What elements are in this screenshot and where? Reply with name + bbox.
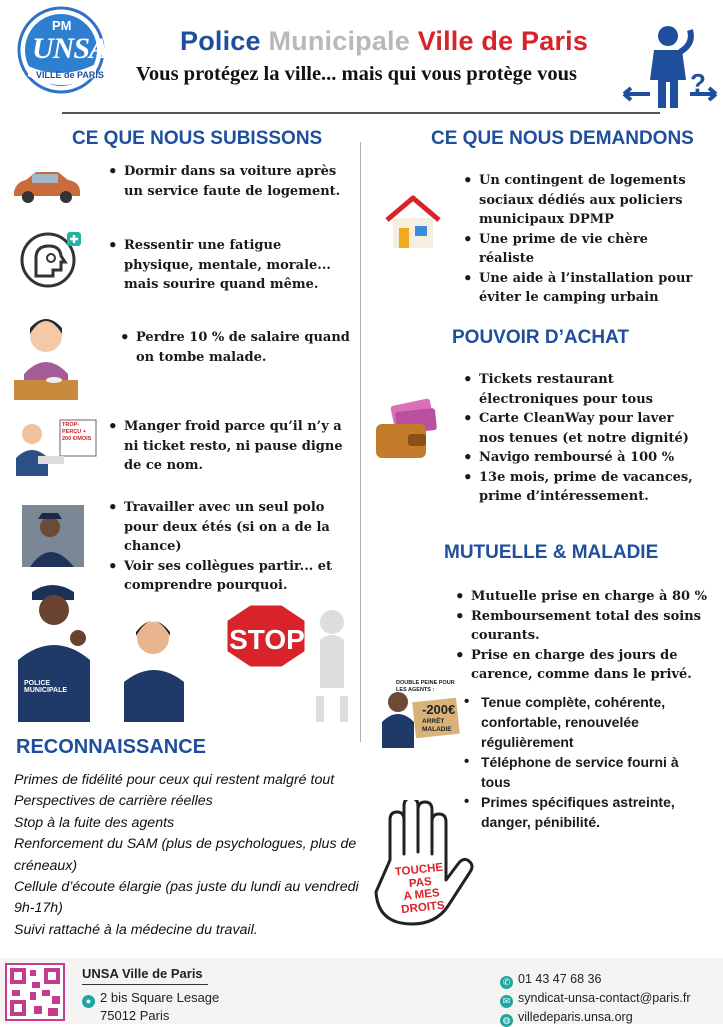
footer-contacts — [500, 970, 690, 1027]
suffer-item-4: • Manger froid parce qu’il n’y a ni ticket resto, ni pause digne de ce nom. — [108, 417, 353, 476]
location-pin-icon: ● — [82, 995, 95, 1008]
equipment-list: • Tenue complète, cohérente, confortable, renouvelée régulièrement • Téléphone de service fourni à tous • Primes spécifiques astreinte, danger, pénibilité. — [464, 692, 704, 832]
wallet-icon — [372, 398, 444, 466]
sick-leave-penalty-icon — [380, 678, 460, 748]
stressed-officers-illustration — [6, 578, 356, 722]
footer-web[interactable]: villedeparis.unsa.org — [518, 1010, 633, 1024]
footer-email[interactable]: syndicat-unsa-contact@paris.fr — [518, 991, 691, 1005]
page-title: Police Municipale Ville de Paris — [180, 26, 589, 56]
hand-slogan: TOUCHE PAS A MES DROITS — [394, 861, 446, 916]
section-heading-pouvoir-achat: POUVOIR D’ACHAT — [452, 327, 629, 348]
section-heading-reconnaissance: RECONNAISSANCE — [16, 736, 207, 758]
svg-text:?: ? — [690, 68, 706, 98]
page-subtitle: Vous protégez la ville... mais qui vous protège vous — [136, 63, 577, 85]
stop-sign-label: STOP — [229, 624, 305, 655]
recognition-list: Primes de fidélité pour ceux qui restent malgré tout Perspectives de carrière réelles Stop à la fuite des agents Renforcement du SAM (plus de psychologues, plus de créneaux) Cellule d’écoute élargie (pas juste du lundi au vendredi 9h-17h) Suivi rattaché à la médecine du travail. — [14, 772, 359, 938]
overpaid-note: TROP-PERÇU + 200 €/MOIS — [62, 422, 92, 442]
column-divider — [360, 142, 361, 742]
car-icon — [10, 166, 84, 210]
house-icon — [383, 194, 443, 254]
logo-union: UNSA — [32, 32, 109, 65]
section-heading-mutuelle: MUTUELLE & MALADIE — [444, 542, 659, 563]
unsa-logo — [14, 6, 124, 96]
mental-health-icon — [18, 228, 84, 294]
qr-code-icon[interactable] — [4, 962, 66, 1022]
footer-divider — [82, 984, 208, 985]
footer-phone[interactable]: 01 43 47 68 36 — [518, 972, 602, 986]
phone-icon: ✆ — [500, 976, 513, 989]
police-badge-label: POLICE MUNICIPALE — [24, 680, 68, 694]
suffer-item-5: • Travailler avec un seul polo pour deux étés (si on a de la chance) • Voir ses collègues partir... et comprendre pourquoi. — [108, 498, 360, 596]
logo-badge: PM — [52, 18, 72, 33]
section-heading-subissons: CE QUE NOUS SUBISSONS — [72, 128, 323, 149]
raised-hand-icon — [372, 800, 482, 940]
logo-city: VILLE de PARIS — [36, 70, 104, 80]
footer-org: UNSA Ville de Paris — [82, 966, 203, 981]
suffer-item-3: • Perdre 10 % de salaire quand on tombe malade. — [120, 328, 352, 367]
header-divider — [62, 112, 660, 114]
penalty-label: ARRÊT MALADIE — [422, 718, 452, 733]
purchasing-power-list: • Tickets restaurant électroniques pour tous • Carte CleanWay pour laver nos tenues (et notre dignité) • Navigo remboursé à 100 % • 13e mois, prime de vacances, prime d’intéressement. — [463, 370, 703, 507]
demands-list: • Un contingent de logements sociaux dédiés aux policiers municipaux DPMP • Une prime de vie chère réaliste • Une aide à l’installation pour éviter le camping urbain — [463, 171, 703, 308]
sick-person-icon — [10, 314, 82, 404]
section-heading-demandons: CE QUE NOUS DEMANDONS — [431, 128, 694, 149]
suffer-item-1: • Dormir dans sa voiture après un service faute de logement. — [108, 162, 348, 201]
globe-icon: ◍ — [500, 1014, 513, 1027]
confused-person-icon — [622, 22, 718, 112]
penalty-top: DOUBLE PEINE POUR LES AGENTS : — [396, 680, 455, 693]
email-icon: ✉ — [500, 995, 513, 1008]
tired-officer-icon — [22, 505, 84, 571]
officer-eating-icon — [10, 418, 98, 480]
penalty-amount: -200€ — [422, 702, 456, 717]
footer-address: ● 2 bis Square Lesage 75012 Paris — [82, 990, 219, 1024]
suffer-item-2: • Ressentir une fatigue physique, mentale, morale... mais sourire quand même. — [108, 236, 348, 295]
mutual-list: • Mutuelle prise en charge à 80 % • Remboursement total des soins courants. • Prise en charge des jours de carence, comme dans le privé. — [455, 587, 717, 685]
